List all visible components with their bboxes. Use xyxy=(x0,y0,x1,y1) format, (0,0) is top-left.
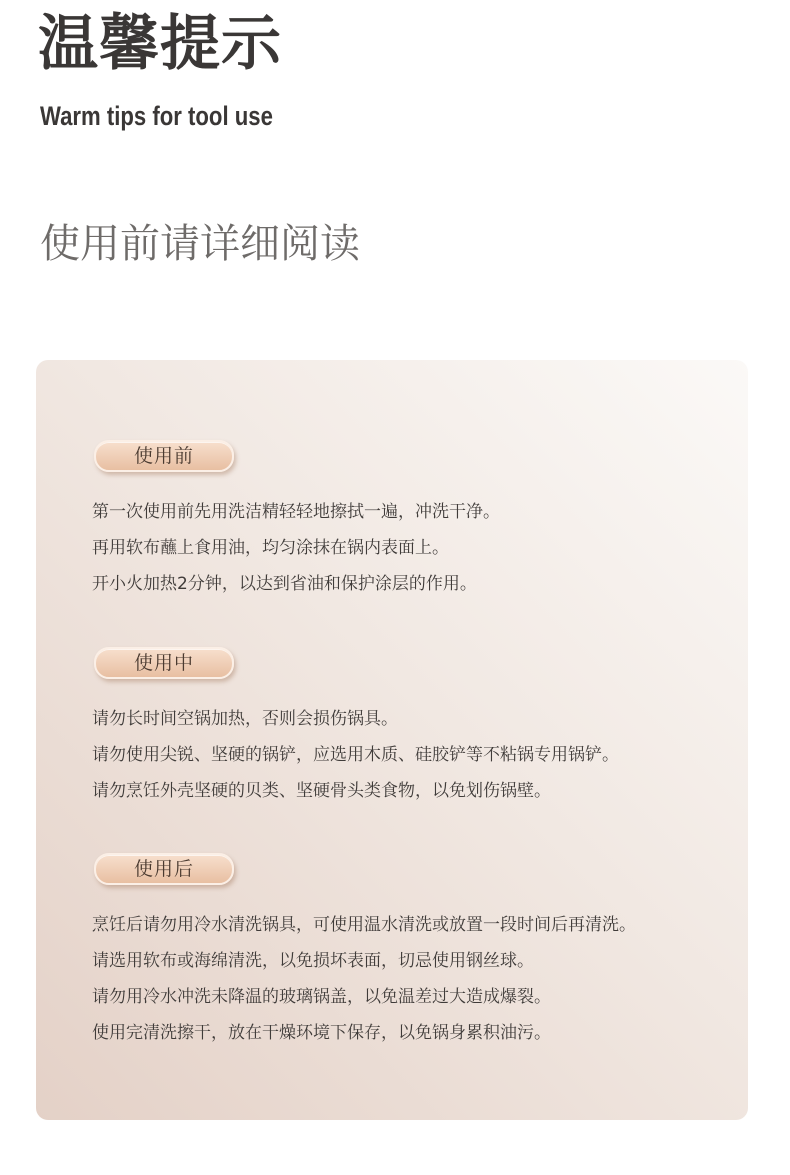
section-after-use xyxy=(92,853,636,1051)
tips-card xyxy=(36,360,748,1120)
section-lines xyxy=(92,907,636,1051)
section-badge-label: 使用后 xyxy=(133,858,194,880)
tip-line: 请勿长时间空锅加热，否则会损伤锅具。 xyxy=(92,709,398,729)
section-lines xyxy=(92,701,619,809)
section-badge-label: 使用前 xyxy=(133,445,194,467)
section-badge xyxy=(94,647,234,679)
tip-line: 请选用软布或海绵清洗，以免损坏表面，切忌使用钢丝球。 xyxy=(92,951,534,971)
tip-line: 请勿用冷水冲洗未降温的玻璃锅盖，以免温差过大造成爆裂。 xyxy=(92,987,551,1007)
tip-line: 烹饪后请勿用冷水清洗锅具，可使用温水清洗或放置一段时间后再清洗。 xyxy=(92,915,636,935)
tip-line: 再用软布蘸上食用油，均匀涂抹在锅内表面上。 xyxy=(92,538,449,558)
section-during-use xyxy=(92,647,619,809)
tip-line: 开小火加热2分钟，以达到省油和保护涂层的作用。 xyxy=(92,574,477,594)
page-title: 温馨提示 xyxy=(38,9,282,79)
section-badge xyxy=(94,853,234,885)
section-badge-label: 使用中 xyxy=(133,652,194,674)
tip-line: 第一次使用前先用洗洁精轻轻地擦拭一遍，冲洗干净。 xyxy=(92,502,500,522)
tip-line: 请勿烹饪外壳坚硬的贝类、坚硬骨头类食物，以免划伤锅壁。 xyxy=(92,781,551,801)
tip-line: 使用完清洗擦干，放在干燥环境下保存，以免锅身累积油污。 xyxy=(92,1023,551,1043)
page-subtitle-en: Warm tips for tool use xyxy=(40,101,273,131)
section-before-use xyxy=(92,440,500,602)
section-badge xyxy=(94,440,234,472)
read-before-use-notice: 使用前请详细阅读 xyxy=(40,221,360,267)
tip-line: 请勿使用尖锐、坚硬的锅铲，应选用木质、硅胶铲等不粘锅专用锅铲。 xyxy=(92,745,619,765)
section-lines xyxy=(92,494,500,602)
